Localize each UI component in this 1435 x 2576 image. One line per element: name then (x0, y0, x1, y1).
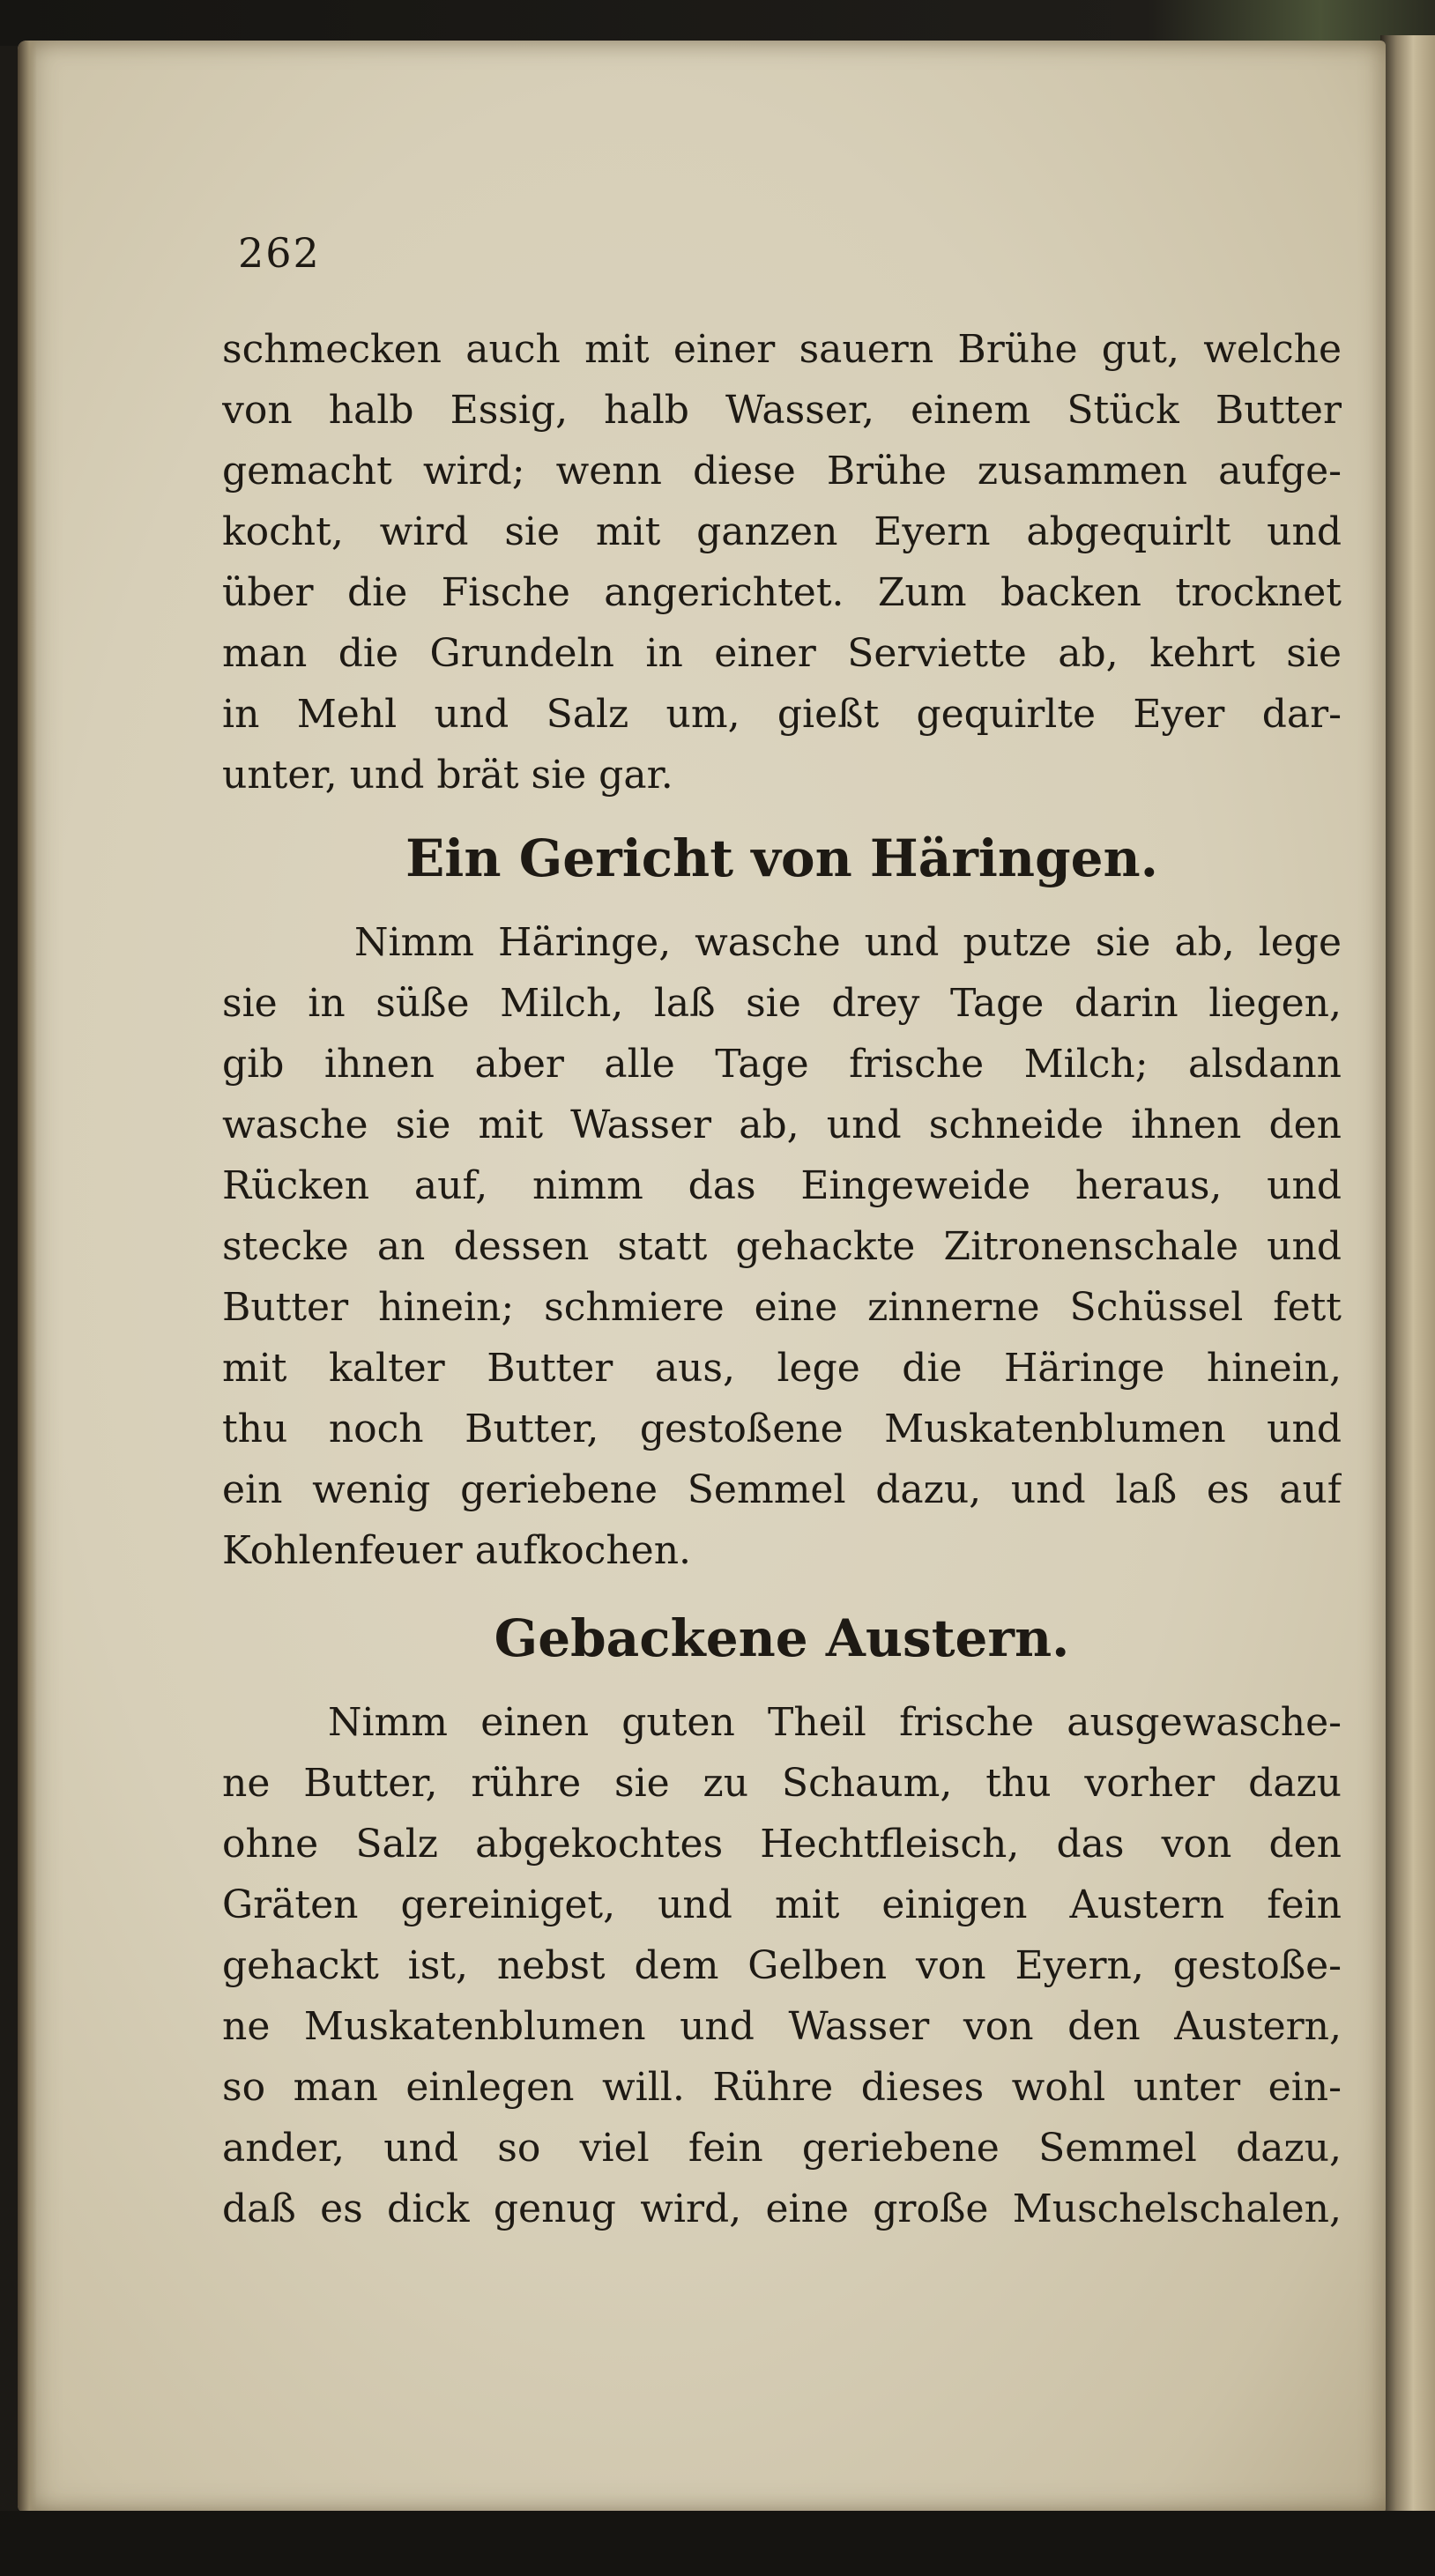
adjacent-page-edge (1380, 35, 1435, 2520)
text-line: Rücken auf, nimm das Eingeweide heraus, und (222, 1163, 1342, 1208)
text-line: schmecken auch mit einer sauern Brühe gut, welche (222, 327, 1342, 372)
text-line: sie in süße Milch, laß sie drey Tage darin liegen, (222, 981, 1342, 1026)
paragraph-3 (222, 1692, 1342, 2239)
paragraph-1 (222, 319, 1342, 805)
page-number: 262 (238, 229, 321, 277)
text-line: so man einlegen will. Rühre dieses wohl unter ein- (222, 2065, 1342, 2110)
text-line: thu noch Butter, gestoßene Muskatenblumen und (222, 1407, 1342, 1451)
heading: Gebackene Austern. (494, 1608, 1070, 1668)
text-line: über die Fische angerichtet. Zum backen trocknet (222, 570, 1342, 615)
paragraph-2 (222, 912, 1342, 1581)
text-line: Butter hinein; schmiere eine zinnerne Schüssel fett (222, 1285, 1342, 1330)
text-line: Kohlenfeuer aufkochen. (222, 1528, 692, 1573)
text-line: ohne Salz abgekochtes Hechtfleisch, das von den (222, 1822, 1342, 1867)
text-line: unter, und brät sie gar. (222, 753, 673, 798)
text-line: kocht, wird sie mit ganzen Eyern abgequirlt und (222, 509, 1342, 554)
text-line: Gräten gereiniget, und mit einigen Austern fein (222, 1882, 1342, 1927)
section-heading-haeringe (222, 820, 1342, 897)
text-line: von halb Essig, halb Wasser, einem Stück Butter (222, 388, 1342, 433)
heading: Ein Gericht von Häringen. (405, 828, 1158, 888)
text-line: stecke an dessen statt gehackte Zitronenschale und (222, 1224, 1342, 1269)
page-gutter-shadow (18, 41, 37, 2513)
text-line: ein wenig geriebene Semmel dazu, und laß es auf (222, 1467, 1342, 1512)
text-line: daß es dick genug wird, eine große Muschelschalen, (222, 2186, 1342, 2231)
text-line: gib ihnen aber alle Tage frische Milch; alsdann (222, 1042, 1342, 1087)
text-line: gehackt ist, nebst dem Gelben von Eyern, gestoße- (222, 1943, 1342, 1988)
text-line: mit kalter Butter aus, lege die Häringe hinein, (222, 1346, 1342, 1391)
text-line: Nimm einen guten Theil frische ausgewasche- (328, 1700, 1342, 1745)
text-line: gemacht wird; wenn diese Brühe zusammen aufge- (222, 449, 1342, 494)
text-line: Nimm Häringe, wasche und putze sie ab, lege (354, 920, 1342, 965)
scan-background-bottom (0, 2511, 1435, 2576)
text-line: wasche sie mit Wasser ab, und schneide ihnen den (222, 1102, 1342, 1147)
text-line: man die Grundeln in einer Serviette ab, kehrt sie (222, 631, 1342, 676)
section-heading-austern (222, 1600, 1342, 1677)
scan-background-top (0, 0, 1435, 46)
text-line: in Mehl und Salz um, gießt gequirlte Eyer dar- (222, 692, 1342, 737)
text-line: ander, und so viel fein geriebene Semmel dazu, (222, 2126, 1342, 2171)
text-line: ne Butter, rühre sie zu Schaum, thu vorher dazu (222, 1761, 1342, 1806)
text-line: ne Muskatenblumen und Wasser von den Austern, (222, 2004, 1342, 2049)
